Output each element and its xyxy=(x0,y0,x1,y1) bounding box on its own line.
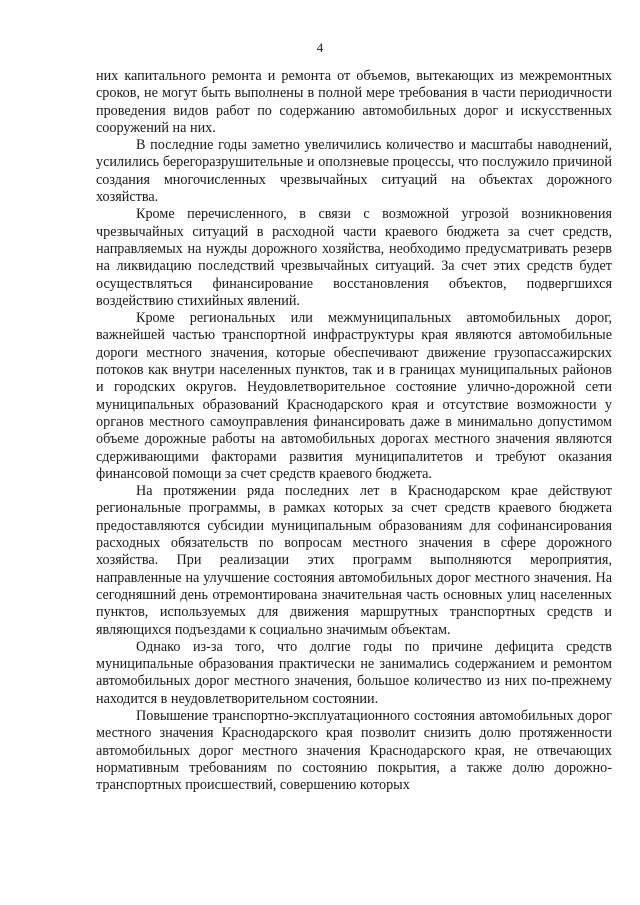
page-number: 4 xyxy=(316,40,324,55)
paragraph-emergency-reserve: Кроме перечисленного, в связи с возможной угрозой возникновения чрезвычайных ситуаций в расходной части краевого бюджета за счет средств, направляемых на нужды дорожного хозяйства, необходимо предусматривать резерв на ликвидацию последствий чрезвычайных ситуаций. За счет этих средств будет осуществляться финансирование восстановления объектов, подвергшихся воздействию стихийных явлений. xyxy=(96,206,612,309)
paragraph-floods: В последние годы заметно увеличились количество и масштабы наводнений, усилились берегоразрушительные и оползневые процессы, что послужило причиной создания многочисленных чрезвычайных ситуаций на объектах дорожного хозяйства. xyxy=(96,137,612,206)
paragraph-improvement: Повышение транспортно-эксплуатационного состояния автомобильных дорог местного значения Краснодарского края позволит снизить долю протяженности автомобильных дорог местного значения Краснодарского края, не отвечающих нормативным требованиям по состоянию покрытия, а также долю дорожно-транспортных происшествий, совершению которых xyxy=(96,707,612,794)
document-body xyxy=(96,68,612,794)
paragraph-local-roads: Кроме региональных или межмуниципальных автомобильных дорог, важнейшей частью транспортной инфраструктуры края являются автомобильные дороги местного значения, которые обеспечивают движение грузопассажирских потоков как внутри населенных пунктов, так и в границах муниципальных районов и городских округов. Неудовлетворительное состояние улично-дорожной сети муниципальных образований Краснодарского края и отсутствие возможности у органов местного самоуправления финансировать даже в минимально допустимом объеме дорожные работы на автомобильных дорогах местного значения являются сдерживающими факторами развития муниципалитетов и требуют оказания финансовой помощи за счет средств краевого бюджета. xyxy=(96,310,612,482)
paragraph-regional-programs: На протяжении ряда последних лет в Краснодарском крае действуют региональные программы, в рамках которых за счет средств краевого бюджета предоставляются субсидии муниципальным образованиям для софинансирования расходных обязательств по вопросам местного значения в сфере дорожного хозяйства. При реализации этих программ выполняются мероприятия, направленные на улучшение состояния автомобильных дорог местного значения. На сегодняшний день отремонтирована значительная часть основных улиц населенных пунктов, используемых для движения маршрутных транспортных средств и являющихся подъездами к социально значимым объектам. xyxy=(96,483,612,638)
paragraph-continuation: них капитального ремонта и ремонта от объемов, вытекающих из межремонтных сроков, не могут быть выполнены в полной мере требования в части периодичности проведения видов работ по содержанию автомобильных дорог и искусственных сооружений на них. xyxy=(96,68,612,136)
paragraph-budget-deficit: Однако из-за того, что долгие годы по причине дефицита средств муниципальные образования практически не занимались содержанием и ремонтом автомобильных дорог местного значения, большое количество из них по-прежнему находится в неудовлетворительном состоянии. xyxy=(96,638,612,707)
